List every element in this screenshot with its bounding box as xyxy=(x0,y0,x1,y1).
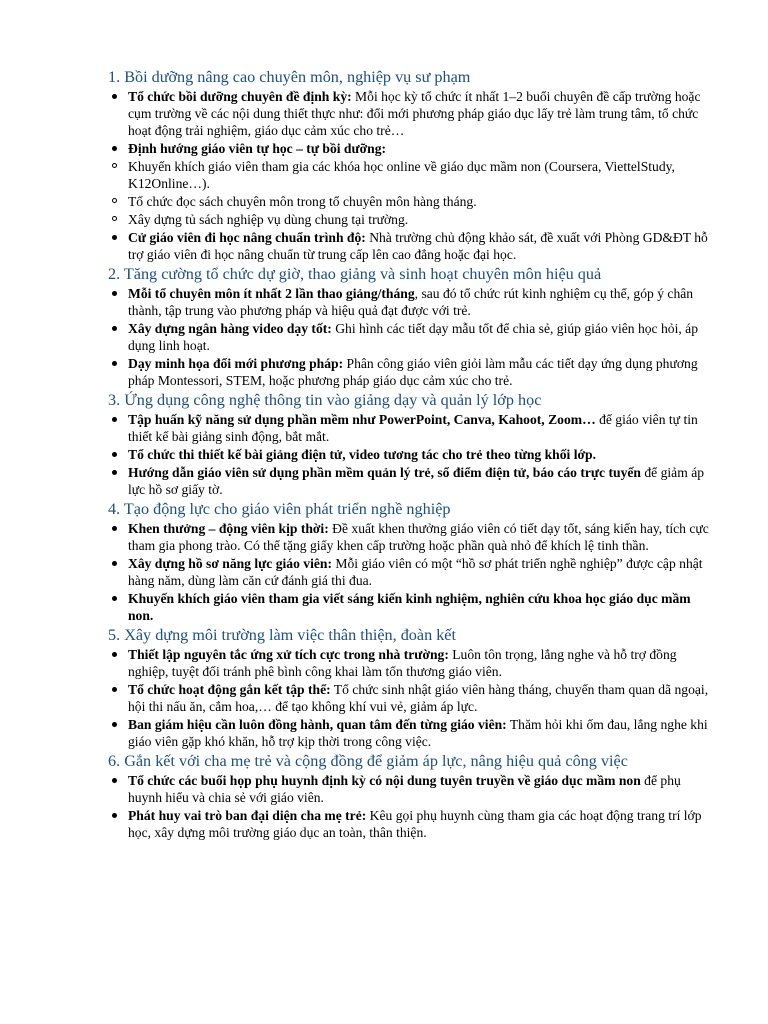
bullet-item-text: Luôn tôn trọng, lắng nghe và hỗ trợ đồng nghiệp, tuyệt đối tránh phê bình công khai làm tổn thương giáo viên. xyxy=(128,647,677,679)
sub-bullet-item: Khuyến khích giáo viên tham gia các khóa học online về giáo dục mầm non (Coursera, ViettelStudy, K12Online…). xyxy=(108,158,716,192)
bullet-item-lead: Xây dựng hồ sơ năng lực giáo viên: xyxy=(128,556,332,571)
bullet-item-text: Tổ chức sinh nhật giáo viên hàng tháng, chuyến tham quan dã ngoại, hội thi nấu ăn, cắm hoa,… để tạo không khí vui vẻ, giảm áp lực. xyxy=(128,682,709,714)
bullet-item xyxy=(108,411,716,445)
bullet-item xyxy=(108,646,716,680)
bullet-item-text: để giảm áp lực hồ sơ giấy tờ. xyxy=(128,465,705,497)
bullet-item xyxy=(108,772,716,806)
bullet-item xyxy=(108,681,716,715)
bullet-item-lead: Tổ chức bồi dưỡng chuyên đề định kỳ: xyxy=(128,89,352,104)
bullet-item xyxy=(108,140,716,157)
bullet-item-lead: Định hướng giáo viên tự học – tự bồi dưỡng: xyxy=(128,141,387,156)
section-heading: 5. Xây dựng môi trường làm việc thân thiện, đoàn kết xyxy=(108,626,456,644)
bullet-item-lead: Tổ chức các buổi họp phụ huynh định kỳ có nội dung tuyên truyền về giáo dục mầm non xyxy=(128,773,641,788)
bullet-item-text: Ghi hình các tiết dạy mẫu tốt để chia sẻ, giúp giáo viên học hỏi, áp dụng linh hoạt. xyxy=(128,321,698,353)
bullet-item xyxy=(108,464,716,498)
bullet-item-text: Mỗi giáo viên có một “hồ sơ phát triển nghề nghiệp” được cập nhật hàng năm, dùng làm căn cứ đánh giá thi đua. xyxy=(128,556,703,588)
bullet-item-text: Thăm hỏi khi ốm đau, lắng nghe khi giáo viên gặp khó khăn, hỗ trợ kịp thời trong công việc. xyxy=(128,717,708,749)
bullet-item-text: Nhà trường chủ động khảo sát, đề xuất với Phòng GD&ĐT hỗ trợ giáo viên đi học nâng chuẩn từ trung cấp lên cao đẳng hoặc đại học. xyxy=(128,230,708,262)
section-2 xyxy=(108,264,716,389)
section-heading: 4. Tạo động lực cho giáo viên phát triển nghề nghiệp xyxy=(108,500,451,518)
bullet-item-lead: Dạy minh họa đổi mới phương pháp: xyxy=(128,356,344,371)
section-3 xyxy=(108,390,716,498)
sub-bullet-item: Tổ chức đọc sách chuyên môn trong tổ chuyên môn hàng tháng. xyxy=(108,193,716,210)
bullet-item-text: Mỗi học kỳ tổ chức ít nhất 1–2 buổi chuyên đề cấp trường hoặc cụm trường về các nội dung thiết thực như: đổi mới phương pháp giáo dục lấy trẻ làm trung tâm, tổ chức hoạt động trải nghiệm, giáo dục cảm xúc cho trẻ… xyxy=(128,89,701,138)
bullet-item-text: Kêu gọi phụ huynh cùng tham gia các hoạt động trang trí lớp học, xây dựng môi trường giáo dục an toàn, thân thiện. xyxy=(128,808,702,840)
bullet-item-lead: Tổ chức thi thiết kế bài giảng điện tử, video tương tác cho trẻ theo từng khối lớp. xyxy=(128,447,596,462)
bullet-item-text: , sau đó tổ chức rút kinh nghiệm cụ thể, góp ý chân thành, tập trung vào phương pháp và hiệu quả đạt được với trẻ. xyxy=(128,286,694,318)
bullet-item-text: để phụ huynh hiểu và chia sẻ với giáo viên. xyxy=(128,773,681,805)
bullet-item xyxy=(108,355,716,389)
section-1 xyxy=(108,67,716,263)
bullet-item-lead: Tập huấn kỹ năng sử dụng phần mềm như PowerPoint, Canva, Kahoot, Zoom… xyxy=(128,412,596,427)
section-4 xyxy=(108,499,716,624)
section-heading: 2. Tăng cường tổ chức dự giờ, thao giảng và sinh hoạt chuyên môn hiệu quả xyxy=(108,265,602,283)
bullet-item-lead: Mỗi tổ chuyên môn ít nhất 2 lần thao giảng/tháng xyxy=(128,286,415,301)
bullet-item-text: Phân công giáo viên giỏi làm mẫu các tiết dạy ứng dụng phương pháp Montessori, STEM, hoặc phương pháp giáo dục cảm xúc cho trẻ. xyxy=(128,356,698,388)
bullet-item-lead: Hướng dẫn giáo viên sử dụng phần mềm quản lý trẻ, sổ điểm điện tử, báo cáo trực tuyến xyxy=(128,465,641,480)
bullet-item xyxy=(108,590,716,624)
bullet-item xyxy=(108,320,716,354)
bullet-item xyxy=(108,285,716,319)
bullet-item xyxy=(108,716,716,750)
section-heading: 3. Ứng dụng công nghệ thông tin vào giảng dạy và quản lý lớp học xyxy=(108,391,542,409)
section-heading: 6. Gắn kết với cha mẹ trẻ và cộng đồng để giảm áp lực, nâng hiệu quả công việc xyxy=(108,752,628,770)
bullet-item xyxy=(108,555,716,589)
section-6 xyxy=(108,751,716,841)
bullet-item-lead: Ban giám hiệu cần luôn đồng hành, quan tâm đến từng giáo viên: xyxy=(128,717,507,732)
sub-bullet-item: Xây dựng tủ sách nghiệp vụ dùng chung tại trường. xyxy=(108,211,716,228)
document-body xyxy=(108,67,716,842)
bullet-item xyxy=(108,88,716,139)
bullet-item xyxy=(108,807,716,841)
bullet-item xyxy=(108,229,716,263)
bullet-item-text: để giáo viên tự tin thiết kế bài giảng sinh động, bắt mắt. xyxy=(128,412,698,444)
bullet-item-lead: Xây dựng ngân hàng video dạy tốt: xyxy=(128,321,332,336)
bullet-item-lead: Tổ chức hoạt động gắn kết tập thể: xyxy=(128,682,331,697)
bullet-item-lead: Phát huy vai trò ban đại diện cha mẹ trẻ: xyxy=(128,808,367,823)
bullet-item-lead: Khen thưởng – động viên kịp thời: xyxy=(128,521,329,536)
bullet-item xyxy=(108,446,716,463)
bullet-item-text: Đề xuất khen thưởng giáo viên có tiết dạy tốt, sáng kiến hay, tích cực tham gia phong trào. Có thể tặng giấy khen cấp trường hoặc phần quà nhỏ để khích lệ tinh thần. xyxy=(128,521,709,553)
bullet-item-lead: Cử giáo viên đi học nâng chuẩn trình độ: xyxy=(128,230,366,245)
bullet-item-lead: Khuyến khích giáo viên tham gia viết sáng kiến kinh nghiệm, nghiên cứu khoa học giáo dục mầm non. xyxy=(128,591,691,623)
section-heading: 1. Bồi dưỡng nâng cao chuyên môn, nghiệp vụ sư phạm xyxy=(108,68,471,86)
section-5 xyxy=(108,625,716,750)
bullet-item xyxy=(108,520,716,554)
bullet-item-lead: Thiết lập nguyên tắc ứng xử tích cực trong nhà trường: xyxy=(128,647,449,662)
